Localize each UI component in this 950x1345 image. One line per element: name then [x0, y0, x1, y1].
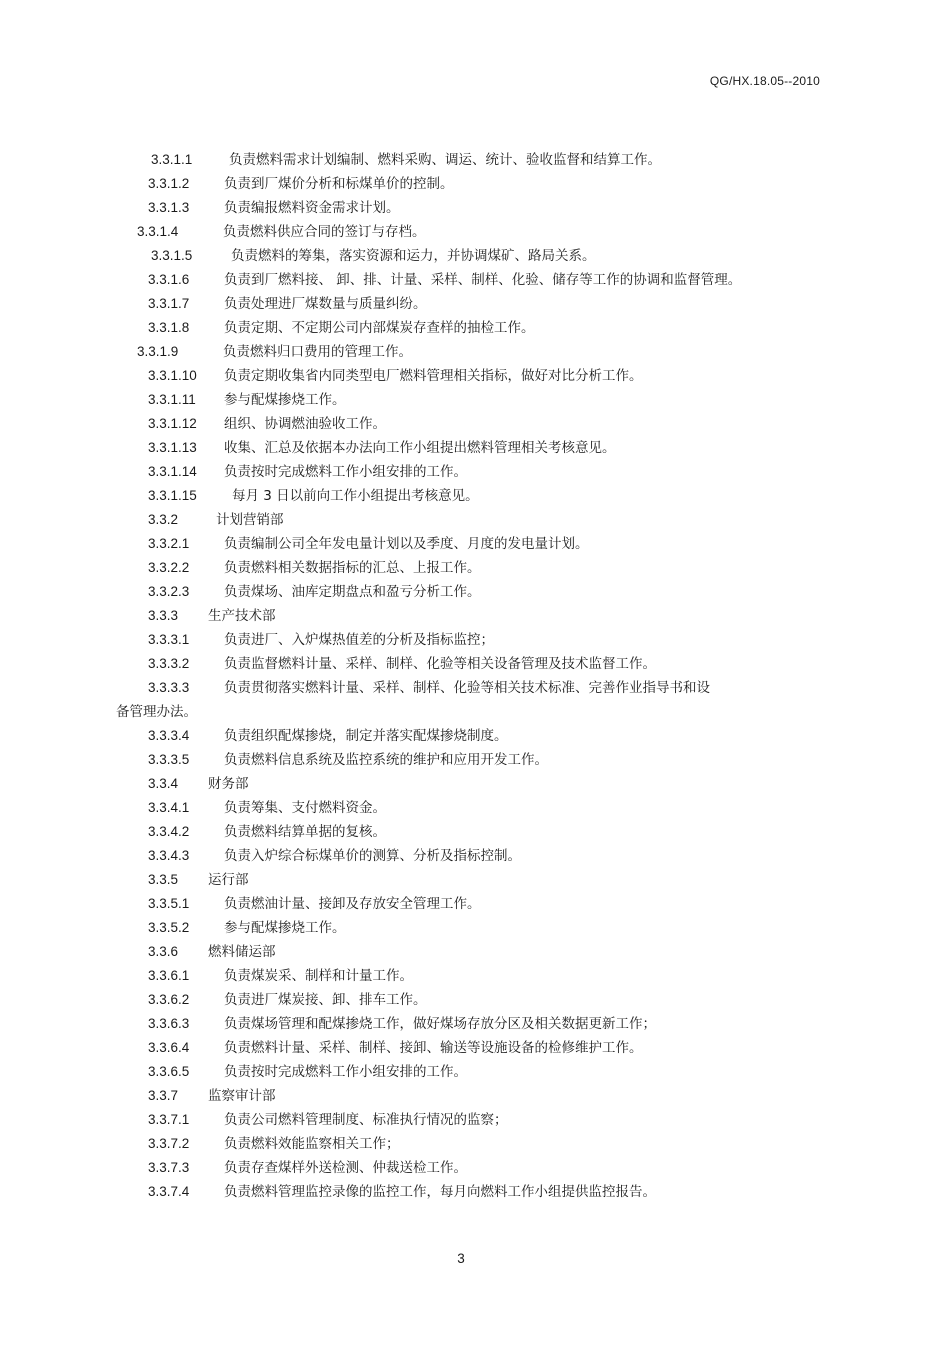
clause-text: 负责定期收集省内同类型电厂燃料管理相关指标，做好对比分析工作。: [224, 368, 643, 384]
clause-text: 负责煤场、油库定期盘点和盈亏分析工作。: [224, 584, 481, 600]
clause-line: [148, 1183, 656, 1201]
clause-text: 负责定期、不定期公司内部煤炭存查样的抽检工作。: [224, 320, 535, 336]
clause-text: 负责筹集、支付燃料资金。: [224, 800, 386, 816]
clause-line: [148, 511, 284, 529]
clause-line: [148, 847, 521, 865]
clause-number: 3.3.7.3: [148, 1160, 190, 1175]
clause-text: 负责燃料结算单据的复核。: [224, 824, 386, 840]
clause-line: [148, 631, 494, 649]
clause-text: 每月 3 日以前向工作小组提出考核意见。: [232, 488, 479, 504]
clause-text: 负责存查煤样外送检测、仲裁送检工作。: [224, 1160, 467, 1176]
clause-line: [148, 175, 454, 193]
clause-text: 负责燃油计量、接卸及存放安全管理工作。: [224, 896, 481, 912]
clause-number: 3.3.1.14: [148, 464, 197, 479]
clause-number: 3.3.1.6: [148, 272, 190, 287]
clause-text: 负责燃料的筹集，落实资源和运力，并协调煤矿、路局关系。: [231, 248, 596, 264]
clause-number: 3.3.3.2: [148, 656, 190, 671]
clause-line: [148, 919, 346, 937]
clause-text: 负责入炉综合标煤单价的测算、分析及指标控制。: [224, 848, 521, 864]
clause-number: 3.3.1.8: [148, 320, 190, 335]
clause-number: 3.3.1.10: [148, 368, 197, 383]
clause-line: [148, 1135, 400, 1153]
clause-text: 负责组织配煤掺烧，制定并落实配煤掺烧制度。: [224, 728, 508, 744]
clause-number: 3.3.3.3: [148, 680, 190, 695]
clause-line: [148, 1159, 467, 1177]
clause-number: 3.3.1.1: [151, 152, 193, 167]
clause-text: 负责燃料需求计划编制、燃料采购、调运、统计、验收监督和结算工作。: [229, 152, 661, 168]
clause-line: [148, 679, 710, 697]
clause-line: [148, 391, 346, 409]
clause-line: [148, 1087, 276, 1105]
clause-text: 收集、汇总及依据本办法向工作小组提出燃料管理相关考核意见。: [224, 440, 616, 456]
clause-number: 3.3.2: [148, 512, 179, 527]
clause-number: 3.3.1.9: [137, 344, 179, 359]
clause-line: [148, 967, 413, 985]
clause-text: 备管理办法。: [116, 704, 197, 720]
clause-text: 负责按时完成燃料工作小组安排的工作。: [224, 1064, 467, 1080]
clause-number: 3.3.5: [148, 872, 179, 887]
clause-text: 负责公司燃料管理制度、标准执行情况的监察；: [224, 1112, 508, 1128]
clause-number: 3.3.1.13: [148, 440, 197, 455]
clause-line: [148, 295, 427, 313]
clause-number: 3.3.4.2: [148, 824, 190, 839]
clause-number: 3.3.2.3: [148, 584, 190, 599]
clause-text: 负责燃料相关数据指标的汇总、上报工作。: [224, 560, 481, 576]
clause-text: 负责燃料供应合同的签订与存档。: [223, 224, 426, 240]
clause-text: 参与配煤掺烧工作。: [224, 392, 346, 408]
clause-text: 负责煤场管理和配煤掺烧工作，做好煤场存放分区及相关数据更新工作；: [224, 1016, 656, 1032]
clause-text: 运行部: [208, 872, 249, 888]
clause-number: 3.3.1.15: [148, 488, 197, 503]
clause-line: [148, 775, 249, 793]
clause-line: [148, 1063, 467, 1081]
clause-line: [151, 151, 661, 169]
clause-text: 负责煤炭采、制样和计量工作。: [224, 968, 413, 984]
clause-number: 3.3.6.3: [148, 1016, 190, 1031]
clause-number: 3.3.2.1: [148, 536, 190, 551]
clause-text: 负责进厂煤炭接、卸、排车工作。: [224, 992, 427, 1008]
clause-text: 负责燃料效能监察相关工作；: [224, 1136, 400, 1152]
clause-text: 财务部: [208, 776, 249, 792]
clause-line: [148, 487, 479, 505]
clause-line: [148, 367, 643, 385]
clause-line: [148, 199, 400, 217]
clause-number: 3.3.7.1: [148, 1112, 190, 1127]
clause-text: 负责燃料归口费用的管理工作。: [223, 344, 412, 360]
clause-number: 3.3.6.2: [148, 992, 190, 1007]
clause-text: 负责到厂煤价分析和标煤单价的控制。: [224, 176, 454, 192]
clause-number: 3.3.4: [148, 776, 179, 791]
clause-number: 3.3.3.4: [148, 728, 190, 743]
clause-text: 计划营销部: [216, 512, 284, 528]
clause-number: 3.3.6.1: [148, 968, 190, 983]
clause-text: 负责进厂、入炉煤热值差的分析及指标监控；: [224, 632, 494, 648]
page-number: 3: [457, 1251, 465, 1266]
clause-number: 3.3.7.4: [148, 1184, 190, 1199]
clause-text: 负责监督燃料计量、采样、制样、化验等相关设备管理及技术监督工作。: [224, 656, 656, 672]
clause-text: 负责燃料计量、采样、制样、接卸、输送等设施设备的检修维护工作。: [224, 1040, 643, 1056]
clause-line: [148, 463, 467, 481]
clause-number: 3.3.1.4: [137, 224, 179, 239]
clause-number: 3.3.5.2: [148, 920, 190, 935]
clause-line: [151, 247, 596, 265]
clause-line: [148, 871, 249, 889]
clause-line: [148, 271, 741, 289]
clause-line: [148, 943, 276, 961]
clause-line: [148, 1015, 656, 1033]
clause-number: 3.3.6.5: [148, 1064, 190, 1079]
clause-line: [148, 751, 548, 769]
clause-line: [137, 223, 426, 241]
document-code: QG/HX.18.05--2010: [709, 74, 820, 88]
clause-line: [148, 655, 656, 673]
clause-line: [137, 343, 412, 361]
clause-line: [148, 559, 481, 577]
clause-number: 3.3.6: [148, 944, 179, 959]
clause-number: 3.3.1.3: [148, 200, 190, 215]
clause-number: 3.3.1.11: [148, 392, 196, 407]
clause-number: 3.3.7.2: [148, 1136, 190, 1151]
clause-number: 3.3.1.12: [148, 416, 197, 431]
clause-text: 负责处理进厂煤数量与质量纠纷。: [224, 296, 427, 312]
clause-number: 3.3.1.5: [151, 248, 193, 263]
clause-line: [148, 415, 386, 433]
clause-text: 负责燃料信息系统及监控系统的维护和应用开发工作。: [224, 752, 548, 768]
clause-line: [148, 991, 427, 1009]
clause-text: 负责到厂燃料接、 卸、排、计量、采样、制样、化验、储存等工作的协调和监督管理。: [224, 272, 742, 288]
clause-number: 3.3.7: [148, 1088, 179, 1103]
clause-text: 负责编报燃料资金需求计划。: [224, 200, 400, 216]
clause-text: 燃料储运部: [208, 944, 276, 960]
clause-text: 负责编制公司全年发电量计划以及季度、月度的发电量计划。: [224, 536, 589, 552]
clause-number: 3.3.1.2: [148, 176, 190, 191]
clause-text: 负责贯彻落实燃料计量、采样、制样、化验等相关技术标准、完善作业指导书和设: [224, 680, 710, 696]
clause-line: [148, 727, 508, 745]
clause-number: 3.3.4.3: [148, 848, 190, 863]
clause-number: 3.3.2.2: [148, 560, 190, 575]
clause-text: 监察审计部: [208, 1088, 276, 1104]
clause-line: [148, 319, 535, 337]
clause-line: [148, 799, 386, 817]
clause-text: 组织、协调燃油验收工作。: [224, 416, 386, 432]
clause-line: [148, 895, 481, 913]
clause-number: 3.3.5.1: [148, 896, 190, 911]
clause-line: [148, 1039, 643, 1057]
clause-number: 3.3.4.1: [148, 800, 190, 815]
clause-number: 3.3.1.7: [148, 296, 190, 311]
clause-line: [148, 1111, 508, 1129]
clause-number: 3.3.3.1: [148, 632, 190, 647]
clause-number: 3.3.3.5: [148, 752, 190, 767]
clause-number: 3.3.6.4: [148, 1040, 190, 1055]
clause-line: [148, 583, 481, 601]
clause-line: [148, 607, 276, 625]
clause-text: 负责燃料管理监控录像的监控工作，每月向燃料工作小组提供监控报告。: [224, 1184, 656, 1200]
clause-text: 参与配煤掺烧工作。: [224, 920, 346, 936]
clause-number: 3.3.3: [148, 608, 179, 623]
clause-text: 负责按时完成燃料工作小组安排的工作。: [224, 464, 467, 480]
clause-text: 生产技术部: [208, 608, 276, 624]
clause-line: [148, 439, 616, 457]
clause-line: [148, 823, 386, 841]
clause-line: [116, 703, 197, 721]
clause-line: [148, 535, 589, 553]
